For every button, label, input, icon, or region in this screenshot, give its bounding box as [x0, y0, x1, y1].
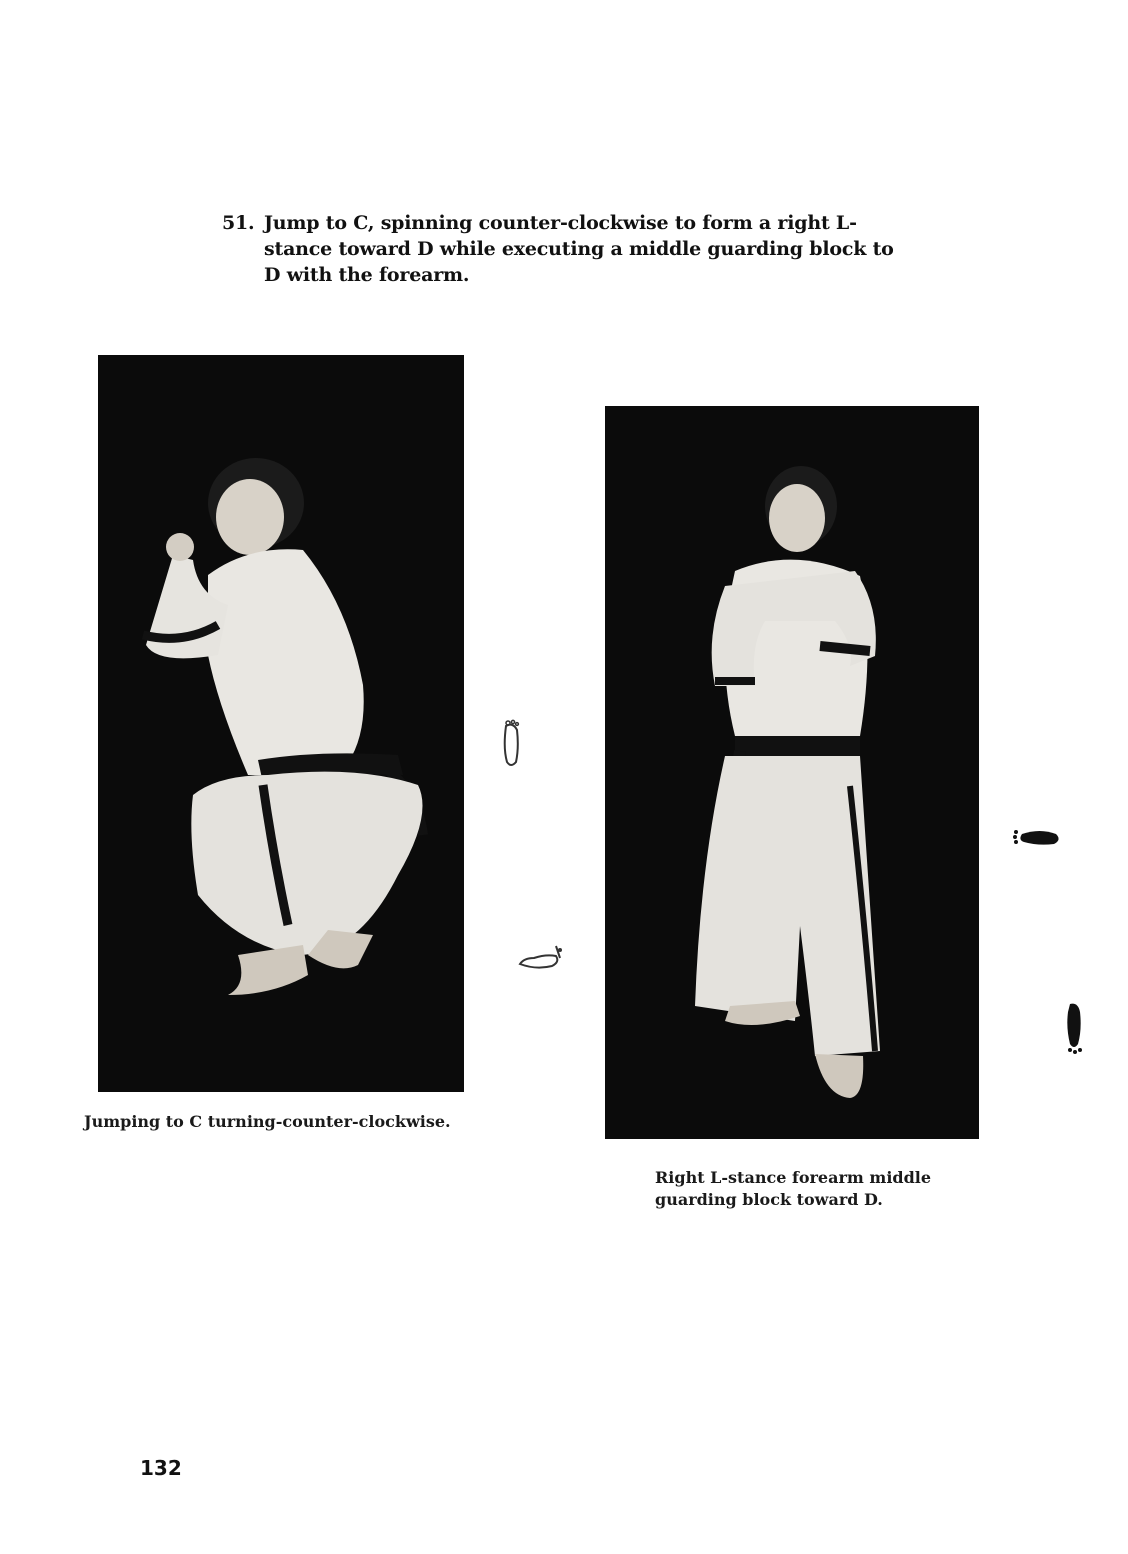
footprint-outline-icon	[497, 718, 527, 770]
photo-l-stance	[605, 406, 979, 1139]
step-number: 51.	[222, 212, 255, 234]
footprint-solid-icon	[1010, 824, 1062, 852]
step-text: Jump to C, spinning counter-clockwise to form a right L-stance toward D while executing a middle guarding block to D with the forearm.	[264, 212, 894, 286]
footprint-solid-icon	[1062, 1000, 1088, 1056]
page-number: 132	[140, 1456, 182, 1480]
photo-jumping	[98, 355, 464, 1092]
footprint-outline-icon	[516, 942, 566, 974]
instruction-step	[222, 210, 922, 288]
figure-caption: Right L-stance forearm middle guarding block toward D.	[655, 1168, 932, 1209]
figure-caption: Jumping to C turning-counter-clockwise.	[84, 1112, 451, 1131]
